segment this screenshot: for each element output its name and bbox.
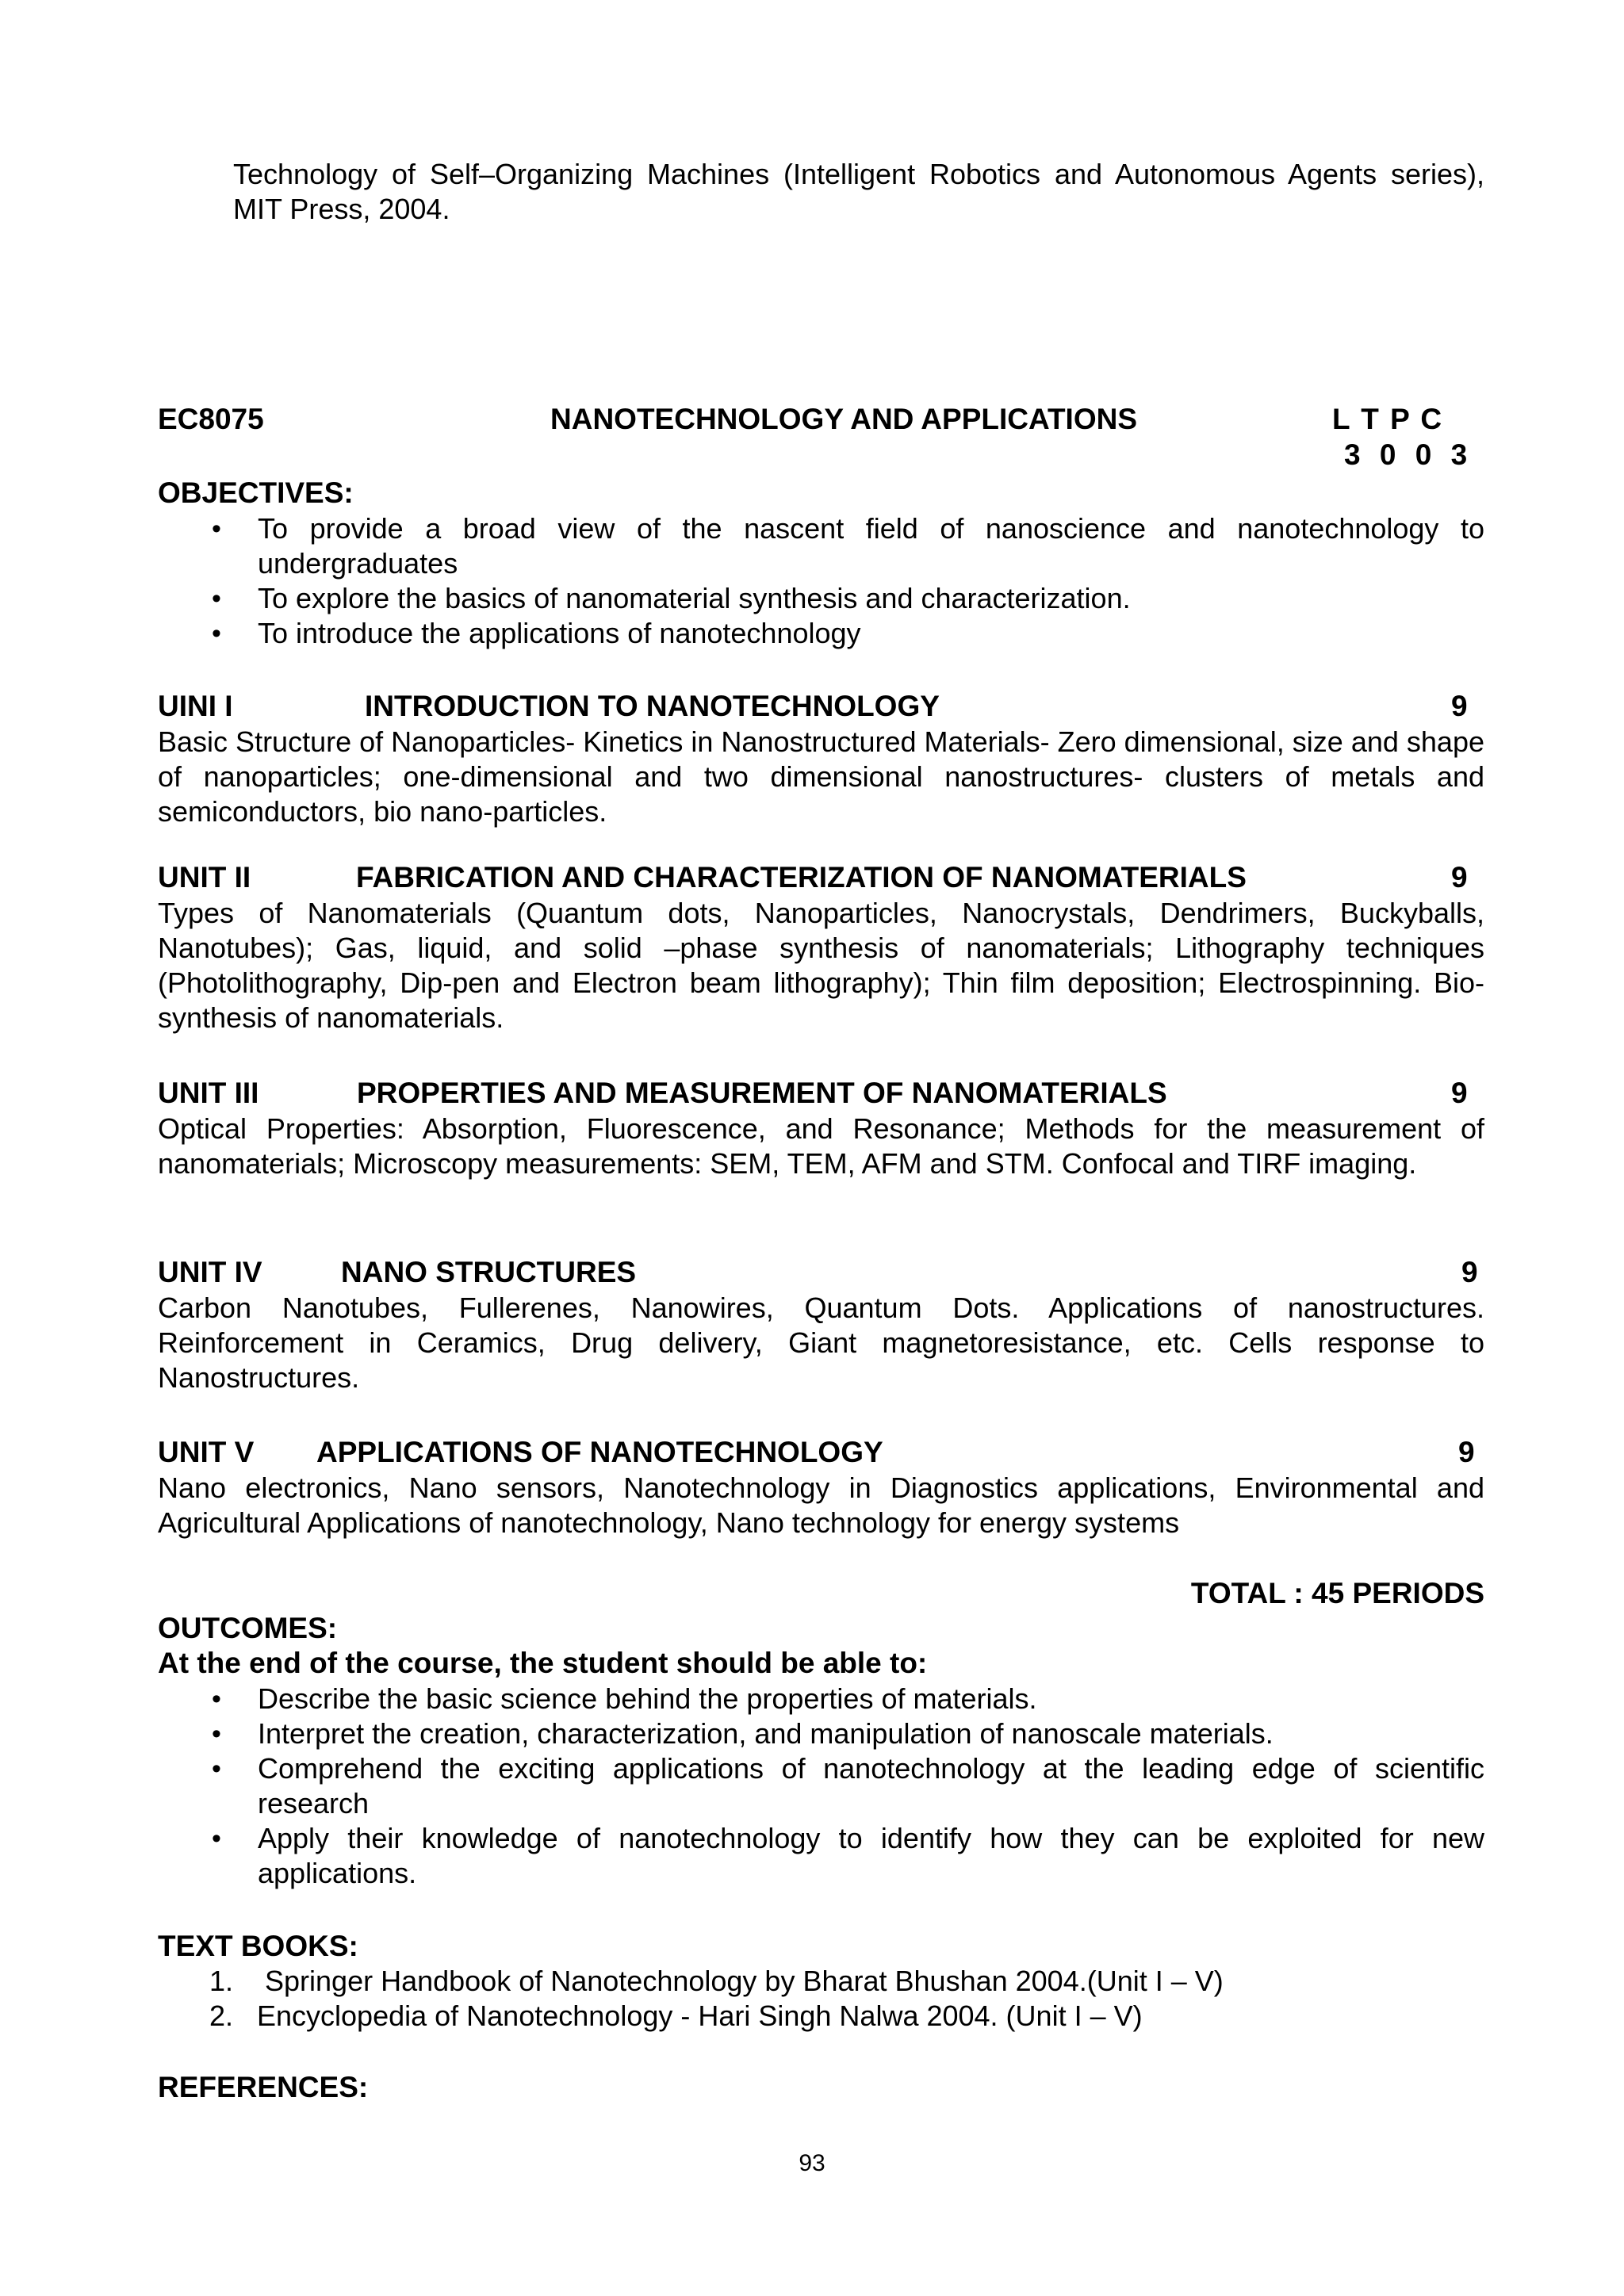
unit-label: UINI I — [158, 690, 233, 722]
unit-4-content: Carbon Nanotubes, Fullerenes, Nanowires, Quantum Dots. Applications of nanostructures. Reinforcement in Ceramics, Drug delivery, Giant magnetoresistance, etc. Cells response to Nanostructures. — [158, 1292, 1484, 1394]
unit-5-heading — [158, 1435, 1475, 1470]
text-books-list — [159, 1964, 1484, 2034]
list-item: • To introduce the applications of nanotechnology — [159, 616, 1484, 651]
outcomes-list — [159, 1682, 1484, 1891]
unit-5-content: Nano electronics, Nano sensors, Nanotechnology in Diagnostics applications, Environmental and Agricultural Applications of nanotechnology, Nano technology for energy systems — [158, 1471, 1484, 1539]
item-text: Encyclopedia of Nanotechnology - Hari Singh Nalwa 2004. (Unit I – V) — [257, 1999, 1143, 2032]
list-item: • Describe the basic science behind the properties of materials. — [159, 1682, 1484, 1716]
list-item: • To explore the basics of nanomaterial synthesis and characterization. — [159, 581, 1484, 616]
unit-3-content: Optical Properties: Absorption, Fluorescence, and Resonance; Methods for the measurement of nanomaterials; Microscopy measurements: SEM, TEM, AFM and STM. Confocal and TIRF imaging. — [158, 1112, 1484, 1180]
unit-1-heading — [158, 689, 1468, 724]
outcomes-heading: OUTCOMES: — [158, 1612, 338, 1644]
unit-label: UNIT V — [158, 1436, 255, 1468]
total-periods: TOTAL : 45 PERIODS — [1190, 1577, 1484, 1609]
list-item: • To provide a broad view of the nascent field of nanoscience and nanotechnology to undergraduates — [159, 511, 1484, 581]
references-heading: REFERENCES: — [158, 2071, 369, 2103]
unit-title: NANO STRUCTURES — [341, 1256, 637, 1288]
outcomes-subheading: At the end of the course, the student should be able to: — [158, 1647, 928, 1679]
item-number: 1. — [209, 1965, 234, 1997]
unit-hours: 9 — [1451, 1077, 1468, 1109]
list-item: • Comprehend the exciting applications of nanotechnology at the leading edge of scientific research — [159, 1751, 1484, 1821]
objectives-heading: OBJECTIVES: — [158, 476, 354, 509]
unit-label: UNIT III — [158, 1077, 259, 1109]
unit-2-heading — [158, 860, 1468, 895]
unit-1-content: Basic Structure of Nanoparticles- Kinetics in Nanostructured Materials- Zero dimensional, size and shape of nanoparticles; one-dimensional and two dimensional nanostructures- clusters of metals and semiconductors, bio nano-particles. — [158, 725, 1484, 828]
unit-title: INTRODUCTION TO NANOTECHNOLOGY — [365, 690, 940, 722]
unit-4-heading — [158, 1255, 1478, 1290]
unit-hours: 9 — [1461, 1256, 1478, 1288]
list-item: • Interpret the creation, characterization, and manipulation of nanoscale materials. — [159, 1716, 1484, 1751]
unit-title: FABRICATION AND CHARACTERIZATION OF NANOMATERIALS — [356, 861, 1247, 894]
item-text: Springer Handbook of Nanotechnology by Bharat Bhushan 2004.(Unit I – V) — [265, 1965, 1224, 1997]
unit-hours: 9 — [1458, 1436, 1475, 1468]
list-item — [159, 1964, 1484, 1999]
unit-title: APPLICATIONS OF NANOTECHNOLOGY — [316, 1436, 883, 1468]
ltpc-labels: L T P C — [1332, 403, 1442, 435]
unit-label: UNIT II — [158, 861, 251, 894]
ltpc-values: 3 0 0 3 — [1344, 438, 1468, 471]
item-number: 2. — [209, 1999, 234, 2032]
unit-hours: 9 — [1451, 690, 1468, 722]
unit-hours: 9 — [1451, 861, 1468, 894]
page-number: 93 — [799, 2150, 825, 2176]
list-item: • Apply their knowledge of nanotechnology to identify how they can be exploited for new applications. — [159, 1821, 1484, 1891]
list-item — [159, 1999, 1484, 2034]
course-code: EC8075 — [158, 403, 264, 435]
text-books-heading: TEXT BOOKS: — [158, 1930, 358, 1962]
course-title: NANOTECHNOLOGY AND APPLICATIONS — [550, 403, 1138, 435]
reference-continuation: Technology of Self–Organizing Machines (Intelligent Robotics and Autonomous Agents series), MIT Press, 2004. — [233, 158, 1484, 225]
unit-title: PROPERTIES AND MEASUREMENT OF NANOMATERIALS — [357, 1077, 1167, 1109]
unit-3-heading — [158, 1076, 1468, 1111]
unit-2-content: Types of Nanomaterials (Quantum dots, Nanoparticles, Nanocrystals, Dendrimers, Buckyballs, Nanotubes); Gas, liquid, and solid –phase synthesis of nanomaterials; Lithography techniques (Photolithography, Dip-pen and Electron beam lithography); Thin film deposition; Electrospinning. Bio-synthesis of nanomaterials. — [158, 897, 1484, 1034]
objectives-list — [159, 511, 1484, 651]
unit-label: UNIT IV — [158, 1256, 262, 1288]
